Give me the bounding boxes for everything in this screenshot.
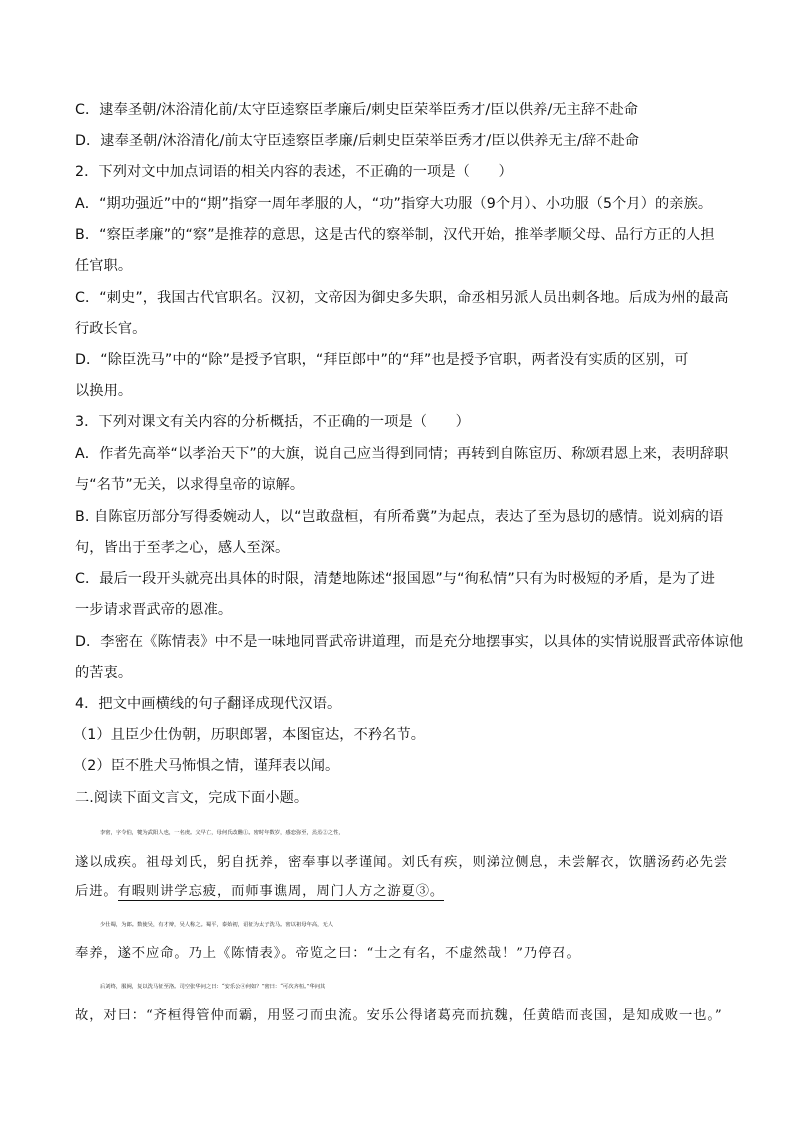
passage-p1-line3 bbox=[75, 882, 727, 902]
q2-option-b-line1: B．“察臣孝廉”的“察”是推荐的意思，这是古代的察举制，汉代开始，推举孝顺父母、品行方正的人担 bbox=[75, 227, 715, 243]
section-2-heading: 二.阅读下面文言文，完成下面小题。 bbox=[75, 790, 309, 806]
q4-sentence-1: （1）且臣少仕伪朝，历职郎署，本图宦达，不矜名节。 bbox=[73, 727, 426, 743]
q2-stem: 2．下列对文中加点词语的相关内容的表述，不正确的一项是（ ） bbox=[75, 164, 513, 180]
q3-option-c-line2: 一步请求晋武帝的恩准。 bbox=[75, 602, 233, 618]
q2-option-d-line2: 以换用。 bbox=[75, 383, 133, 399]
q2-option-c-line1: C．“刺史”，我国古代官职名。汉初，文帝因为御史多失职，命丞相另派人员出刺各地。后成为州的最高 bbox=[75, 290, 729, 306]
q2-option-a: A．“期功强近”中的“期”指穿一周年孝服的人，“功”指穿大功服（9个月）、小功服（5个月）的亲族。 bbox=[75, 196, 713, 212]
q4-stem: 4．把文中画横线的句子翻译成现代汉语。 bbox=[75, 696, 342, 712]
passage-p1-line3-start: 后进。 bbox=[75, 884, 118, 899]
q3-option-d-line2: 的苦衷。 bbox=[75, 665, 133, 681]
q4-sentence-2: （2）臣不胜犬马怖惧之情，谨拜表以闻。 bbox=[73, 758, 340, 774]
q2-option-c-line2: 行政长官。 bbox=[75, 321, 147, 337]
q2-option-d-line1: D．“除臣洗马”中的“除”是授予官职，“拜臣郎中”的“拜”也是授予官职，两者没有实质的区别，可 bbox=[75, 352, 689, 368]
q3-option-c-line1: C．最后一段开头就亮出具体的时限，清楚地陈述“报国恩”与“徇私情”只有为时极短的矛盾，是为了进 bbox=[75, 571, 715, 587]
q3-option-b-line1: B. 自陈宦历部分写得委婉动人，以“岂敢盘桓，有所希冀”为起点，表达了至为恳切的感情。说刘病的语 bbox=[75, 509, 724, 525]
passage-p1-line1: 李密，字令伯，犍为武阳人也，一名虔。父早亡，母何氏改醮①。密时年数岁，感恋弥至，烝烝②之性， bbox=[100, 830, 344, 836]
q3-option-a-line2: 与“名节”无关，以求得皇帝的谅解。 bbox=[75, 477, 305, 493]
q1-option-c: C．逮奉圣朝/沐浴清化前/太守臣逵察臣孝廉后/刺史臣荣举臣秀才/臣以供养/无主辞不赴命 bbox=[75, 102, 639, 118]
passage-p2-line1: 少仕蜀，为郎。数使吴，有才辩，吴人称之。蜀平，泰始初，诏征为太子洗马。密以祖母年高，无人 bbox=[100, 922, 334, 928]
underlined-sentence: 有暇则讲学忘疲，而师事谯周，周门人方之游夏③。 bbox=[117, 884, 445, 899]
q1-option-d: D．逮奉圣朝/沐浴清化/前太守臣逵察臣孝廉/后刺史臣荣举臣秀才/臣以供养无主/辞不赴命 bbox=[75, 133, 640, 149]
q3-option-b-line2: 句，皆出于至孝之心，感人至深。 bbox=[75, 540, 290, 556]
passage-p2-line2: 奉养，遂不应命。乃上《陈情表》。帝览之曰：“士之有名，不虚然哉！”乃停召。 bbox=[75, 946, 581, 961]
q3-stem: 3．下列对课文有关内容的分析概括，不正确的一项是（ ） bbox=[75, 414, 470, 430]
passage-p3-line1: 后刘终，服阕，复以洗马征至洛。司空张华问之曰：“安乐公④何如？”密曰：“可次齐桓。”华问其 bbox=[100, 984, 326, 990]
passage-p3-line2: 故，对曰：“齐桓得管仲而霸，用竖刁而虫流。安乐公得诸葛亮而抗魏，任黄皓而丧国，是知成败一也。” bbox=[75, 1008, 723, 1023]
q2-option-b-line2: 任官职。 bbox=[75, 258, 133, 274]
q3-option-a-line1: A．作者先高举“以孝治天下”的大旗，说自己应当得到同情；再转到自陈宦历、称颂君恩上来，表明辞职 bbox=[75, 446, 729, 462]
q3-option-d-line1: D．李密在《陈情表》中不是一味地同晋武帝讲道理，而是充分地摆事实，以具体的实情说服晋武帝体谅他 bbox=[75, 634, 744, 650]
passage-p1-line2: 遂以成疾。祖母刘氏，躬自抚养，密奉事以孝谨闻。刘氏有疾，则涕泣侧息，未尝解衣，饮膳汤药必先尝 bbox=[75, 855, 729, 870]
